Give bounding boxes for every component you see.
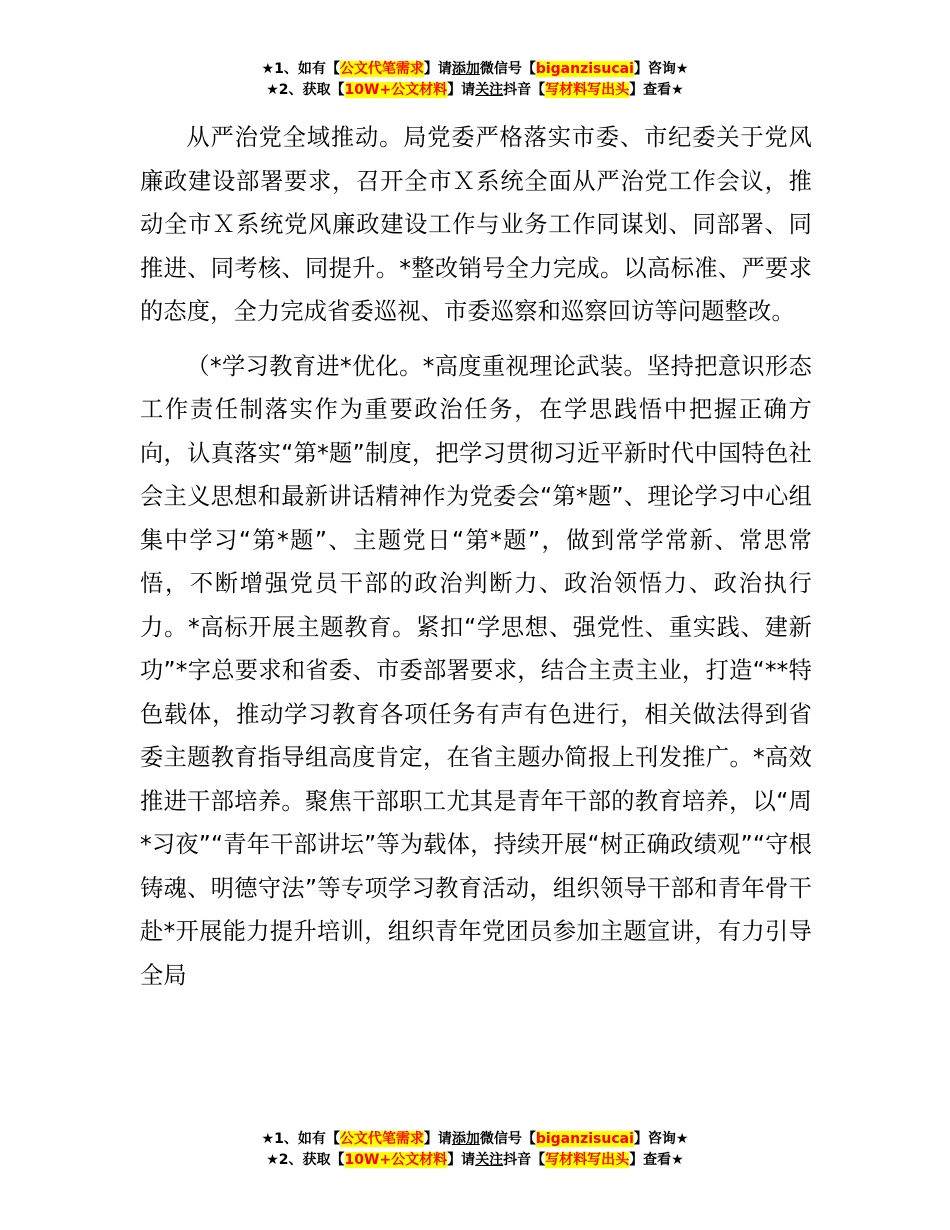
promo-highlight-service: 公文代笔需求 [339, 1131, 424, 1147]
promo-emphasis: 关注 [475, 82, 504, 98]
body-paragraph: （*学习教育进*优化。*高度重视理论武装。坚持把意识形态工作责任制落实作为重要政治任务，在学思践悟中把握正确方向，认真落实“第*题”制度，把学习贯彻习近平新时代中国特色社会主义思想和最新讲话精神作为党委会“第*题”、理论学习中心组集中学习“第*题”、主题党日“第*题”，做到常学常新、常思常悟，不断增强党员干部的政治判断力、政治领悟力、政治执行力。*高标开展主题教育。紧扣“学思想、强党性、重实践、建新功”*字总要求和省委、市委部署要求，结合主责主业，打造“**特色载体，推动学习教育各项任务有声有色进行，相关做法得到省委主题教育指导组高度肯定，在省主题办简报上刊发推广。*高效推进干部培养。聚焦干部职工尤其是青年干部的教育培养，以“周*习夜”“青年干部讲坛”等为载体，持续开展“树正确政绩观”“守根铸魂、明德守法”等专项学习教育活动，组织领导干部和青年骨干赴*开展能力提升培训，组织青年党团员参加主题宣讲，有力引导全局 [140, 352, 812, 989]
promo-line-1 [0, 59, 950, 80]
promo-text: ★2、获取【 [266, 1152, 345, 1168]
promo-emphasis: 添加 [451, 61, 480, 77]
promo-line-2 [0, 1150, 950, 1171]
promo-text: 】查看★ [629, 1152, 684, 1168]
promo-highlight-wechat-id: biganzisucai [535, 1131, 634, 1147]
promo-text: 微信号【 [479, 61, 536, 77]
document-body [140, 116, 812, 997]
promo-highlight-douyin: 写材料写出头 [545, 82, 630, 98]
promo-highlight-douyin: 写材料写出头 [545, 1152, 630, 1168]
promo-text: 】请 [423, 61, 452, 77]
promo-text: ★2、获取【 [266, 82, 345, 98]
promo-text: ★1、如有【 [261, 1131, 340, 1147]
promo-text: 】查看★ [629, 82, 684, 98]
promo-text: 】请 [447, 82, 476, 98]
promo-emphasis: 关注 [475, 1152, 504, 1168]
promo-line-1 [0, 1129, 950, 1150]
promo-text: ★1、如有【 [261, 61, 340, 77]
promo-emphasis: 添加 [451, 1131, 480, 1147]
promo-text: 】咨询★ [633, 1131, 689, 1147]
promo-text: 抖音【 [503, 1152, 546, 1168]
promo-text: 】咨询★ [633, 61, 689, 77]
promo-text: 】请 [423, 1131, 452, 1147]
promo-highlight-service: 公文代笔需求 [339, 61, 424, 77]
promo-text: 】请 [447, 1152, 476, 1168]
promo-line-2 [0, 80, 950, 101]
promo-text: 微信号【 [479, 1131, 536, 1147]
promo-text: 抖音【 [503, 82, 546, 98]
header-promo-banner [0, 59, 950, 101]
promo-highlight-wechat-id: biganzisucai [535, 61, 634, 77]
promo-highlight-materials: 10W+公文材料 [344, 1152, 448, 1168]
body-paragraph: 从严治党全域推动。局党委严格落实市委、市纪委关于党风廉政建设部署要求，召开全市Ｘ系统全面从严治党工作会议，推动全市Ｘ系统党风廉政建设工作与业务工作同谋划、同部署、同推进、同考核、同提升。*整改销号全力完成。以高标准、严要求的态度，全力完成省委巡视、市委巡察和巡察回访等问题整改。 [140, 124, 812, 325]
promo-highlight-materials: 10W+公文材料 [344, 82, 448, 98]
footer-promo-banner [0, 1129, 950, 1171]
